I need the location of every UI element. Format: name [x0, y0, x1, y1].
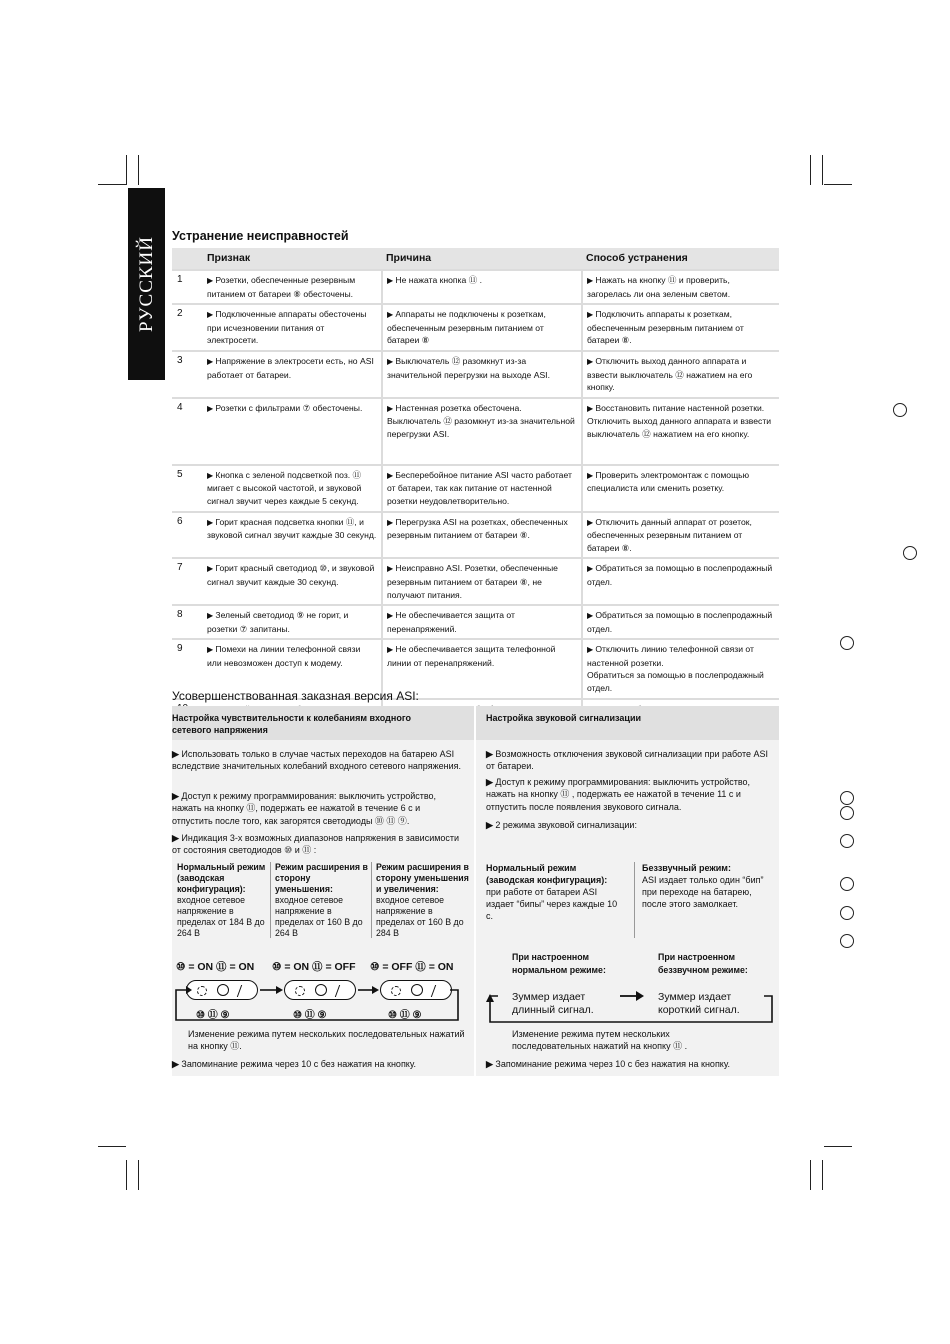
table-row: 8 ▶ Зеленый светодиод ⑨ не горит, и розетки ⑦ запитаны. ▶ Не обеспечивается защита от перенапряжений. ▶ Обратиться за помощью в послепродажный отдел.: [172, 605, 779, 639]
mode-text: при работе от батареи ASI издает “бипы” через каждые 10 с.: [486, 887, 618, 921]
cause-cell: Неисправно ASI. Розетки, обеспеченные резервным питанием от батареи ⑧, не получают питания.: [387, 563, 558, 600]
led-state-1: ⑩ = ON ⑪ = ON: [176, 961, 255, 973]
registration-circle: [840, 806, 854, 820]
column-divider: [474, 706, 476, 1076]
cause-cell: Не обеспечивается защита телефонной линии от перенапряжений.: [387, 644, 556, 668]
mode-title: Беззвучный режим:: [642, 863, 731, 873]
row-number: 7: [172, 558, 203, 605]
mode-text: ASI издает только один “бип” при переходе на батарею, после этого замолкает.: [642, 875, 764, 909]
voltage-save-text: ▶ Запоминание режима через 10 с без нажатия на кнопку.: [172, 1059, 416, 1069]
crop-mark: [810, 155, 811, 185]
voltage-paragraph-3: ▶ Индикация 3-х возможных диапазонов напряжения в зависимости от состояния светодиодов ⑩ и ⑪ :: [172, 833, 460, 856]
symptom-cell: Кнопка с зеленой подсветкой поз. ⑪ мигает с высокой частотой, и звуковой сигнал звучит через каждые 5 секунд.: [207, 469, 362, 506]
section-title: Устранение неисправностей: [172, 229, 349, 243]
registration-circle: [840, 906, 854, 920]
crop-mark: [810, 1160, 811, 1190]
registration-circle: [840, 934, 854, 948]
mode-divider: [634, 862, 635, 938]
voltage-mode-normal: [177, 862, 267, 939]
cause-cell: Бесперебойное питание ASI часто работает от батареи, так как питание от настенной розетки неудовлетворительно.: [387, 469, 572, 506]
crop-mark: [138, 155, 139, 185]
voltage-cycle-text: Изменение режима путем нескольких последовательных нажатий на кнопку ⑪.: [188, 1029, 465, 1051]
voltage-paragraph-1: ▶ Использовать только в случае частых переходов на батарею ASI вследствие значительных колебаний входного сетевого напряжения.: [172, 749, 461, 772]
symptom-cell: Розетки, обеспеченные резервным питанием от батареи ⑧ обесточены.: [207, 275, 356, 299]
header-symptom: Признак: [203, 248, 382, 270]
remedy-cell: Отключить линию телефонной связи от настенной розетки. Обратиться за помощью в послепродажный отдел.: [587, 644, 764, 694]
sound-save-label: Запоминание режима через 10 с без нажатия на кнопку.: [495, 1059, 730, 1069]
language-tab-label: РУССКИЙ: [135, 235, 157, 333]
when-silent-label: При настроенном беззвучном режиме:: [658, 952, 748, 975]
remedy-cell: Отключить выход данного аппарата и взвести выключатель ⑫ нажатием на его кнопку.: [587, 355, 753, 393]
when-normal-label: При настроенном нормальном режиме:: [512, 952, 606, 975]
remedy-cell: Подключить аппараты к розеткам, обеспеченным резервным питанием от батареи ⑧.: [587, 309, 744, 346]
table-row: 1 ▶ Розетки, обеспеченные резервным питанием от батареи ⑧ обесточены. ▶ Не нажата кнопка ⑪ . ▶ Нажать на кнопку ⑪ и проверить, загорелась ли она зеленым светом.: [172, 270, 779, 304]
voltage-save-label: Запоминание режима через 10 с без нажатия на кнопку.: [181, 1059, 416, 1069]
sound-cycle-text: Изменение режима путем нескольких последовательных нажатий на кнопку ⑪ .: [512, 1029, 688, 1051]
voltage-mode-extend-both: [376, 862, 472, 939]
table-row: 7 ▶ Горит красный светодиод ⑩, и звуковой сигнал звучит каждые 30 секунд. ▶ Неисправно ASI. Розетки, обеспеченные резервным питанием от батареи ⑧, не получают питания. ▶ Обратиться за помощью в послепродажный отдел.: [172, 558, 779, 605]
cause-cell: Настенная розетка обесточена. Выключатель ⑫ разомкнут из-за значительной перегрузки ASI.: [387, 402, 575, 439]
remedy-cell: Проверить электромонтаж с помощью специалиста или сменить розетку.: [587, 469, 750, 494]
registration-circle: [840, 791, 854, 805]
sound-p3-text: 2 режима звуковой сигнализации:: [495, 820, 637, 830]
registration-circle: [840, 877, 854, 891]
led-labels: ⑩ ⑪ ⑨: [388, 1010, 422, 1021]
row-number: 3: [172, 351, 203, 398]
mode-title: Режим расширения в сторону уменьшения и увеличения:: [376, 862, 469, 894]
cause-cell: Не нажата кнопка ⑪ .: [395, 275, 483, 285]
row-number: 6: [172, 512, 203, 559]
crop-mark: [824, 1146, 852, 1147]
header-remedy: Способ устранения: [582, 248, 779, 270]
registration-circle: [840, 834, 854, 848]
mode-title: Нормальный режим (заводская конфигурация):: [177, 862, 266, 894]
table-row: 9 ▶ Помехи на линии телефонной связи или невозможен доступ к модему. ▶ Не обеспечивается защита телефонной линии от перенапряжений. ▶ Отключить линию телефонной связи от настенной розетки. Обратиться за помощью в послепродажный отдел.: [172, 639, 779, 698]
sound-p2-text: Доступ к режиму программирования: выключить устройство, нажать на кнопку ⑪ , подержать ее нажатой в течение 11 с и отпустить после появления звукового сигнала.: [486, 777, 751, 812]
remedy-cell: Восстановить питание настенной розетки. Отключить выход данного аппарата и взвести выключатель ⑫ нажатием на его кнопку.: [587, 402, 772, 439]
mode-text: входное сетевое напряжение в пределах от 184 В до 264 В: [177, 895, 265, 938]
row-number: 8: [172, 605, 203, 639]
troubleshooting-table: [172, 248, 779, 719]
registration-circle: [840, 636, 854, 650]
crop-mark: [126, 1160, 127, 1190]
crop-mark: [126, 155, 127, 185]
header-cause: Причина: [382, 248, 582, 270]
advanced-settings-panel: [172, 706, 779, 1076]
table-row: 4 ▶ Розетки с фильтрами ⑦ обесточены. ▶ Настенная розетка обесточена. Выключатель ⑫ разомкнут из-за значительной перегрузки ASI. ▶ Восстановить питание настенной розетки. Отключить выход данного аппарата и взвести выключатель ⑫ нажатием на его кнопку.: [172, 398, 779, 465]
sound-paragraph-2: ▶ Доступ к режиму программирования: выключить устройство, нажать на кнопку ⑪ , подержать ее нажатой в течение 11 с и отпустить после появления звукового сигнала.: [486, 777, 751, 812]
symptom-cell: Горит красная подсветка кнопки ⑪, и звуковой сигнал звучит каждые 30 секунд.: [207, 516, 377, 541]
table-row: 3 ▶ Напряжение в электросети есть, но ASI работает от батареи. ▶ Выключатель ⑫ разомкнут из-за значительной перегрузки на выходе ASI. ▶ Отключить выход данного аппарата и взвести выключатель ⑫ нажатием на его кнопку.: [172, 351, 779, 398]
symptom-cell: Розетки с фильтрами ⑦ обесточены.: [215, 402, 363, 413]
row-number: 9: [172, 639, 203, 698]
crop-mark: [98, 184, 126, 185]
led-state-3: ⑩ = OFF ⑪ = ON: [370, 961, 454, 973]
voltage-p3-text: Индикация 3-х возможных диапазонов напряжения в зависимости от состояния светодиодов ⑩ и ⑪ :: [172, 833, 460, 856]
mode-text: входное сетевое напряжение в пределах от 160 В до 264 В: [275, 895, 363, 938]
mode-divider: [270, 862, 271, 938]
row-number: 1: [172, 270, 203, 304]
sound-paragraph-3: ▶ 2 режима звуковой сигнализации:: [486, 820, 637, 830]
sound-alarm-header: Настройка звуковой сигнализации: [486, 713, 642, 723]
remedy-cell: Обратиться за помощью в послепродажный отдел.: [587, 610, 773, 634]
crop-mark: [824, 184, 852, 185]
sound-mode-normal: [486, 862, 626, 922]
led-state-2: ⑩ = ON ⑪ = OFF: [272, 961, 356, 973]
mode-text: входное сетевое напряжение в пределах от 160 В до 284 В: [376, 895, 464, 938]
row-number: 4: [172, 398, 203, 465]
symptom-cell: Помехи на линии телефонной связи или невозможен доступ к модему.: [207, 644, 361, 668]
led-labels: ⑩ ⑪ ⑨: [196, 1010, 230, 1021]
crop-mark: [822, 155, 823, 185]
sound-save-text: ▶ Запоминание режима через 10 с без нажатия на кнопку.: [486, 1059, 730, 1069]
registration-circle: [903, 546, 917, 560]
mode-title: Нормальный режим (заводская конфигурация):: [486, 863, 608, 885]
cause-cell: Не обеспечивается защита от перенапряжений.: [387, 610, 515, 634]
remedy-cell: Нажать на кнопку ⑪ и проверить, загорелась ли она зеленым светом.: [587, 275, 731, 299]
table-row: 2 ▶ Подключенные аппараты обесточены при исчезновении питания от электросети. ▶ Аппараты не подключены к розеткам, обеспеченным резервным питанием от батареи ⑧ ▶ Подключить аппараты к розеткам, обеспеченным резервным питанием от батареи ⑧.: [172, 304, 779, 351]
crop-mark: [822, 1160, 823, 1190]
table-row: 5 ▶ Кнопка с зеленой подсветкой поз. ⑪ мигает с высокой частотой, и звуковой сигнал звучит через каждые 5 секунд. ▶ Бесперебойное питание ASI часто работает от батареи, так как питание от настенной розетки неудовлетворительно. ▶ Проверить электромонтаж с помощью специалиста или сменить розетку.: [172, 465, 779, 512]
cause-cell: Аппараты не подключены к розеткам, обеспеченным резервным питанием от батареи ⑧: [387, 309, 546, 346]
row-number: 5: [172, 465, 203, 512]
cause-cell: Перегрузка ASI на розетках, обеспеченных резервным питанием от батареи ⑧.: [387, 516, 568, 541]
voltage-paragraph-2: ▶ Доступ к режиму программирования: выключить устройство, нажать на кнопку ⑪, подержать ее нажатой в течение 6 с и отпустить после того, как загорятся светодиоды ⑩ ⑪ ⑨.: [172, 791, 437, 826]
table-header-row: [172, 248, 779, 270]
sound-mode-silent: [642, 862, 767, 910]
crop-mark: [138, 1160, 139, 1190]
crop-mark: [98, 1146, 126, 1147]
header-number: [172, 248, 203, 270]
mode-divider: [371, 862, 372, 938]
symptom-cell: Напряжение в электросети есть, но ASI работает от батареи.: [207, 355, 374, 380]
symptom-cell: Горит красный светодиод ⑩, и звуковой сигнал звучит каждые 30 секунд.: [207, 563, 375, 587]
voltage-sensitivity-header: Настройка чувствительности к колебаниям входного сетевого напряжения: [172, 713, 411, 735]
sound-paragraph-1: ▶ Возможность отключения звуковой сигнализации при работе ASI от батареи.: [486, 749, 768, 772]
row-number: 2: [172, 304, 203, 351]
table-row: 6 ▶ Горит красная подсветка кнопки ⑪, и звуковой сигнал звучит каждые 30 секунд. ▶ Перегрузка ASI на розетках, обеспеченных резервным питанием от батареи ⑧. ▶ Отключить данный аппарат от розеток, обеспеченных резервным питанием от батареи ⑧.: [172, 512, 779, 559]
registration-circle: [893, 403, 907, 417]
remedy-cell: Отключить данный аппарат от розеток, обеспеченных резервным питанием от батареи ⑧.: [587, 516, 752, 553]
symptom-cell: Зеленый светодиод ⑨ не горит, и розетки ⑦ запитаны.: [207, 610, 349, 634]
symptom-cell: Подключенные аппараты обесточены при исчезновении питания от электросети.: [207, 309, 367, 346]
cause-cell: Выключатель ⑫ разомкнут из-за значительной перегрузки на выходе ASI.: [387, 355, 550, 380]
remedy-cell: Обратиться за помощью в послепродажный отдел.: [587, 563, 773, 587]
sound-p1-text: Возможность отключения звуковой сигнализации при работе ASI от батареи.: [486, 749, 768, 772]
mode-title: Режим расширения в сторону уменьшения:: [275, 862, 368, 894]
voltage-p2-text: Доступ к режиму программирования: выключить устройство, нажать на кнопку ⑪, подержать ее нажатой в течение 6 с и отпустить после того, как загорятся светодиоды ⑩ ⑪ ⑨.: [172, 791, 437, 826]
language-tab: [128, 188, 165, 380]
buzzer-short-text: Зуммер издает короткий сигнал.: [658, 991, 740, 1016]
voltage-mode-extend-down: [275, 862, 370, 939]
led-labels: ⑩ ⑪ ⑨: [293, 1010, 327, 1021]
buzzer-long-text: Зуммер издает длинный сигнал.: [512, 991, 594, 1016]
advanced-section-title: Усовершенствованная заказная версия ASI:: [172, 689, 419, 703]
voltage-p1-text: Использовать только в случае частых переходов на батарею ASI вследствие значительных колебаний входного сетевого напряжения.: [172, 749, 461, 772]
